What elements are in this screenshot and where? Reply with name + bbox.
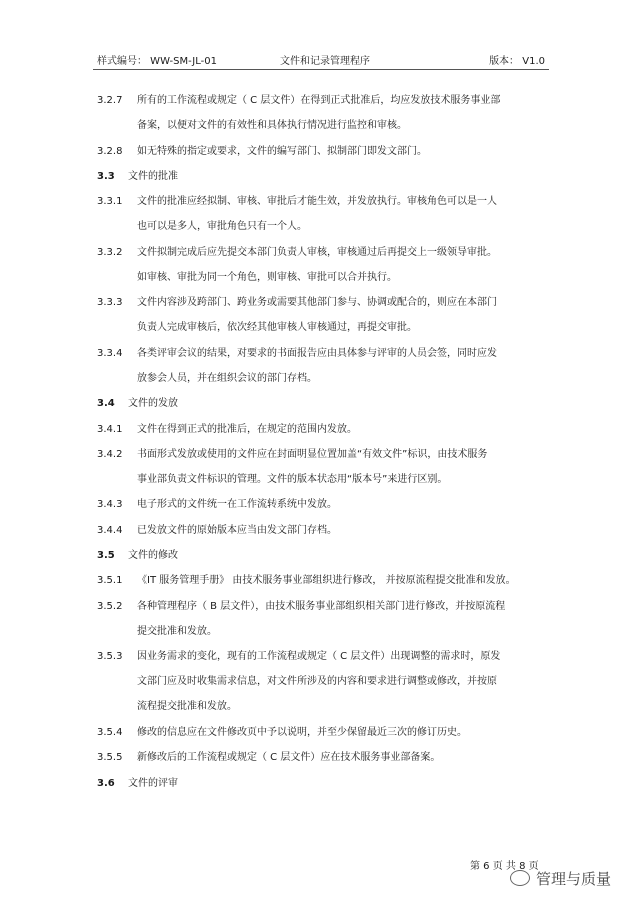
clause-number: 3.3.1 — [97, 196, 123, 207]
clause-text: 已发放文件的原始版本应当由发文部门存档。 — [137, 525, 337, 536]
clause-text: 文部门应及时收集需求信息，对文件所涉及的内容和要求进行调整或修改，并按原 — [137, 676, 497, 687]
clause-text: 如审核、审批为同一个角色，则审核、审批可以合并执行。 — [137, 272, 397, 283]
section-number: 3.5 — [97, 550, 115, 561]
header-divider — [93, 69, 549, 70]
clause-text: 流程提交批准和发放。 — [137, 701, 237, 712]
clause-text: 《IT 服务管理手册》 由技术服务事业部组织进行修改， 并按原流程提交批准和发放。 — [137, 575, 516, 586]
clause-text: 负责人完成审核后，依次经其他审核人审核通过，再提交审批。 — [137, 322, 417, 333]
clause-text: 备案，以便对文件的有效性和具体执行情况进行监控和审核。 — [137, 120, 407, 131]
clause-number: 3.3.3 — [97, 297, 123, 308]
clause-number: 3.5.5 — [97, 752, 123, 763]
section-number: 3.3 — [97, 171, 115, 182]
clause-text: 电子形式的文件统一在工作流转系统中发放。 — [137, 499, 337, 510]
clause-text: 所有的工作流程或规定（ C 层文件）在得到正式批准后，均应发放技术服务事业部 — [137, 95, 501, 106]
clause-number: 3.5.4 — [97, 727, 123, 738]
page-number: 第 6 页 共 8 页 — [470, 861, 539, 872]
watermark-text: 管理与质量 — [536, 870, 612, 888]
clause-number: 3.4.1 — [97, 424, 123, 435]
clause-number: 3.5.2 — [97, 601, 123, 612]
clause-text: 文件拟制完成后应先提交本部门负责人审核，审核通过后再提交上一级领导审批。 — [137, 247, 497, 258]
clause-text: 各种管理程序（ B 层文件），由技术服务事业部组织相关部门进行修改，并按原流程 — [137, 601, 506, 612]
section-number: 3.6 — [97, 778, 115, 789]
clause-number: 3.3.2 — [97, 247, 123, 258]
clause-number: 3.4.2 — [97, 449, 123, 460]
clause-text: 因业务需求的变化，现有的工作流程或规定（ C 层文件）出现调整的需求时，原发 — [137, 651, 501, 662]
clause-number: 3.2.8 — [97, 146, 123, 157]
clause-text: 如无特殊的指定或要求，文件的编写部门、拟制部门即发文部门。 — [137, 146, 427, 157]
clause-number: 3.2.7 — [97, 95, 123, 106]
clause-number: 3.5.3 — [97, 651, 123, 662]
clause-text: 各类评审会议的结果，对要求的书面报告应由具体参与评审的人员会签，同时应发 — [137, 348, 497, 359]
form-number: 样式编号： WW-SM-JL-01 — [97, 56, 217, 67]
section-heading: 文件的批准 — [128, 171, 178, 182]
section-heading: 文件的评审 — [128, 778, 178, 789]
clause-text: 文件的批准应经拟制、审核、审批后才能生效，并发放执行。审核角色可以是一人 — [137, 196, 497, 207]
watermark — [510, 868, 611, 889]
page-header — [97, 50, 545, 68]
clause-text: 放参会人员，并在组织会议的部门存档。 — [137, 373, 317, 384]
document-title: 文件和记录管理程序 — [280, 56, 370, 67]
clause-text: 也可以是多人，审批角色只有一个人。 — [137, 221, 307, 232]
clause-text: 书面形式发放或使用的文件应在封面明显位置加盖“有效文件”标识，由技术服务 — [137, 449, 488, 460]
clause-number: 3.4.4 — [97, 525, 123, 536]
wechat-icon — [510, 870, 530, 886]
clause-number: 3.4.3 — [97, 499, 123, 510]
clause-text: 修改的信息应在文件修改页中予以说明，并至少保留最近三次的修订历史。 — [137, 727, 467, 738]
section-number: 3.4 — [97, 398, 115, 409]
clause-number: 3.3.4 — [97, 348, 123, 359]
section-heading: 文件的修改 — [128, 550, 178, 561]
clause-text: 文件内容涉及跨部门、跨业务或需要其他部门参与、协调或配合的，则应在本部门 — [137, 297, 497, 308]
clause-number: 3.5.1 — [97, 575, 123, 586]
clause-text: 新修改后的工作流程或规定（ C 层文件）应在技术服务事业部备案。 — [137, 752, 441, 763]
section-heading: 文件的发放 — [128, 398, 178, 409]
version-label: 版本： V1.0 — [489, 56, 545, 67]
clause-text: 提交批准和发放。 — [137, 626, 217, 637]
clause-text: 事业部负责文件标识的管理。文件的版本状态用“版本号”来进行区别。 — [137, 474, 448, 485]
clause-text: 文件在得到正式的批准后，在规定的范围内发放。 — [137, 424, 357, 435]
